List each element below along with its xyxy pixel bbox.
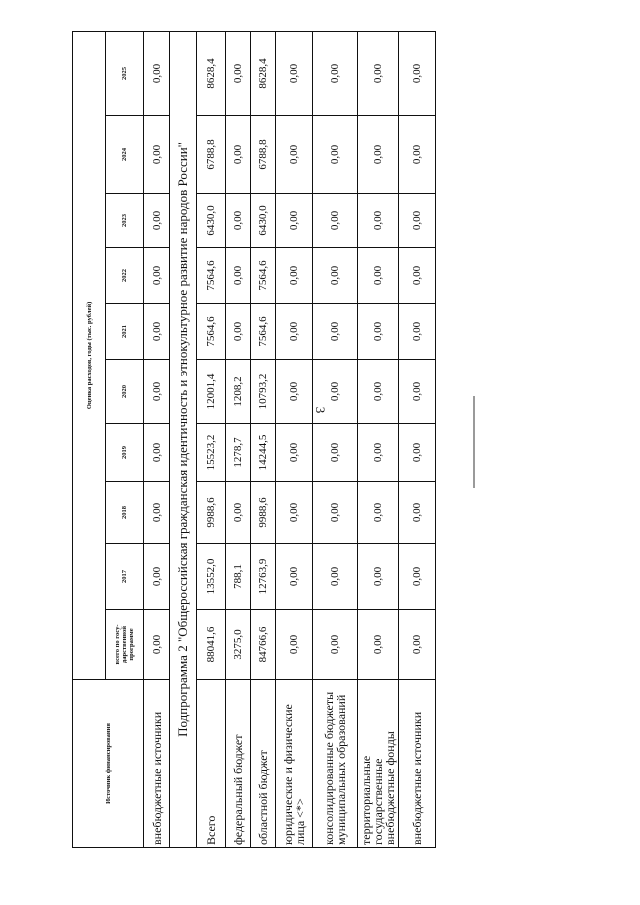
value-cell: 0,00	[313, 194, 358, 248]
table-row	[144, 31, 170, 847]
row-label: федеральный бюджет	[226, 680, 251, 848]
value-cell: 0,00	[358, 544, 399, 610]
value-cell: 7564,6	[197, 304, 226, 360]
value-cell: 0,00	[358, 194, 399, 248]
value-cell: 0,00	[358, 482, 399, 544]
value-cell: 0,00	[399, 610, 436, 680]
value-cell: 0,00	[276, 482, 313, 544]
value-cell: 12001,4	[197, 360, 226, 424]
table-row	[226, 31, 251, 847]
value-cell: 0,00	[144, 31, 170, 115]
value-cell: 9988,6	[251, 482, 276, 544]
value-cell: 0,00	[276, 610, 313, 680]
value-cell: 0,00	[399, 116, 436, 194]
value-cell: 0,00	[276, 248, 313, 304]
value-cell: 6430,0	[251, 194, 276, 248]
header-year: 2024	[106, 116, 144, 194]
header-year: 2019	[106, 424, 144, 482]
value-cell: 0,00	[144, 304, 170, 360]
value-cell: 0,00	[144, 194, 170, 248]
value-cell: 0,00	[399, 544, 436, 610]
value-cell: 1278,7	[226, 424, 251, 482]
value-cell: 0,00	[226, 116, 251, 194]
value-cell: 7564,6	[251, 248, 276, 304]
header-estimate: Оценка расходов, годы (тыс. рублей)	[73, 31, 106, 679]
row-label: юридические и физические лица <*>	[276, 680, 313, 848]
rotated-page	[72, 32, 424, 848]
value-cell: 0,00	[399, 360, 436, 424]
row-label: консолидированные бюджеты муниципальных образований	[313, 680, 358, 848]
value-cell: 0,00	[226, 482, 251, 544]
header-year: 2020	[106, 360, 144, 424]
value-cell: 0,00	[399, 194, 436, 248]
table-row	[251, 31, 276, 847]
value-cell: 8628,4	[251, 31, 276, 115]
header-year: 2018	[106, 482, 144, 544]
row-label: Всего	[197, 680, 226, 848]
value-cell: 15523,2	[197, 424, 226, 482]
value-cell: 0,00	[276, 31, 313, 115]
value-cell: 88041,6	[197, 610, 226, 680]
value-cell: 7564,6	[197, 248, 226, 304]
value-cell: 9988,6	[197, 482, 226, 544]
table-row	[358, 31, 399, 847]
value-cell: 3275,0	[226, 610, 251, 680]
value-cell: 0,00	[144, 424, 170, 482]
value-cell: 1208,2	[226, 360, 251, 424]
value-cell: 0,00	[276, 544, 313, 610]
row-label: территориальные государственные внебюджетные фонды	[358, 680, 399, 848]
row-label: внебюджетные источники	[399, 680, 436, 848]
value-cell: 0,00	[144, 544, 170, 610]
value-cell: 0,00	[358, 610, 399, 680]
value-cell: 0,00	[399, 482, 436, 544]
value-cell: 0,00	[276, 304, 313, 360]
value-cell: 0,00	[358, 424, 399, 482]
value-cell: 84766,6	[251, 610, 276, 680]
header-year: 2023	[106, 194, 144, 248]
value-cell: 0,00	[358, 360, 399, 424]
value-cell: 7564,6	[251, 304, 276, 360]
value-cell: 0,00	[226, 304, 251, 360]
value-cell: 0,00	[144, 116, 170, 194]
value-cell: 0,00	[313, 304, 358, 360]
value-cell: 0,00	[358, 116, 399, 194]
subprogram-title: Подпрограмма 2 "Общероссийская гражданская идентичность и этнокультурное развитие народов России"	[170, 31, 197, 847]
header-year: 2022	[106, 248, 144, 304]
value-cell: 0,00	[313, 544, 358, 610]
header-year: 2025	[106, 31, 144, 115]
value-cell: 0,00	[313, 248, 358, 304]
header-year: 2021	[106, 304, 144, 360]
value-cell: 0,00	[358, 248, 399, 304]
value-cell: 0,00	[276, 360, 313, 424]
value-cell: 0,00	[144, 610, 170, 680]
table-row	[276, 31, 313, 847]
value-cell: 0,00	[276, 424, 313, 482]
value-cell: 0,00	[226, 194, 251, 248]
header-row-1	[73, 31, 106, 847]
value-cell: 0,00	[276, 194, 313, 248]
table-row	[399, 31, 436, 847]
financing-table	[72, 31, 436, 848]
value-cell: 0,00	[313, 31, 358, 115]
value-cell: 10793,2	[251, 360, 276, 424]
value-cell: 6788,8	[251, 116, 276, 194]
value-cell: 0,00	[358, 31, 399, 115]
value-cell: 0,00	[358, 304, 399, 360]
value-cell: 0,00	[226, 248, 251, 304]
value-cell: 0,00	[399, 424, 436, 482]
header-source: Источник финансирования	[73, 680, 144, 848]
value-cell: 0,00	[399, 31, 436, 115]
value-cell: 8628,4	[197, 31, 226, 115]
value-cell: 0,00	[313, 610, 358, 680]
value-cell: 0,00	[144, 482, 170, 544]
value-cell: 6430,0	[197, 194, 226, 248]
value-cell: 0,00	[313, 482, 358, 544]
value-cell: 0,00	[313, 116, 358, 194]
value-cell: 0,00	[399, 304, 436, 360]
value-cell: 0,00	[144, 248, 170, 304]
value-cell: 0,00	[226, 31, 251, 115]
value-cell: 12763,9	[251, 544, 276, 610]
value-cell: 788,1	[226, 544, 251, 610]
value-cell: 0,00	[313, 360, 358, 424]
value-cell: 6788,8	[197, 116, 226, 194]
value-cell: 14244,5	[251, 424, 276, 482]
table-row	[197, 31, 226, 847]
header-year: 2017	[106, 544, 144, 610]
scan-mark	[473, 396, 475, 488]
financing-table-wrapper	[72, 32, 424, 848]
value-cell: 0,00	[399, 248, 436, 304]
value-cell: 0,00	[276, 116, 313, 194]
value-cell: 13552,0	[197, 544, 226, 610]
page-number: 3	[313, 406, 328, 414]
value-cell: 0,00	[144, 360, 170, 424]
header-total: всего по госу-дарственной программе	[106, 610, 144, 680]
row-label: областной бюджет	[251, 680, 276, 848]
value-cell: 0,00	[313, 424, 358, 482]
subprogram-row	[170, 31, 197, 847]
row-label: внебюджетные источники	[144, 680, 170, 848]
table-row	[313, 31, 358, 847]
